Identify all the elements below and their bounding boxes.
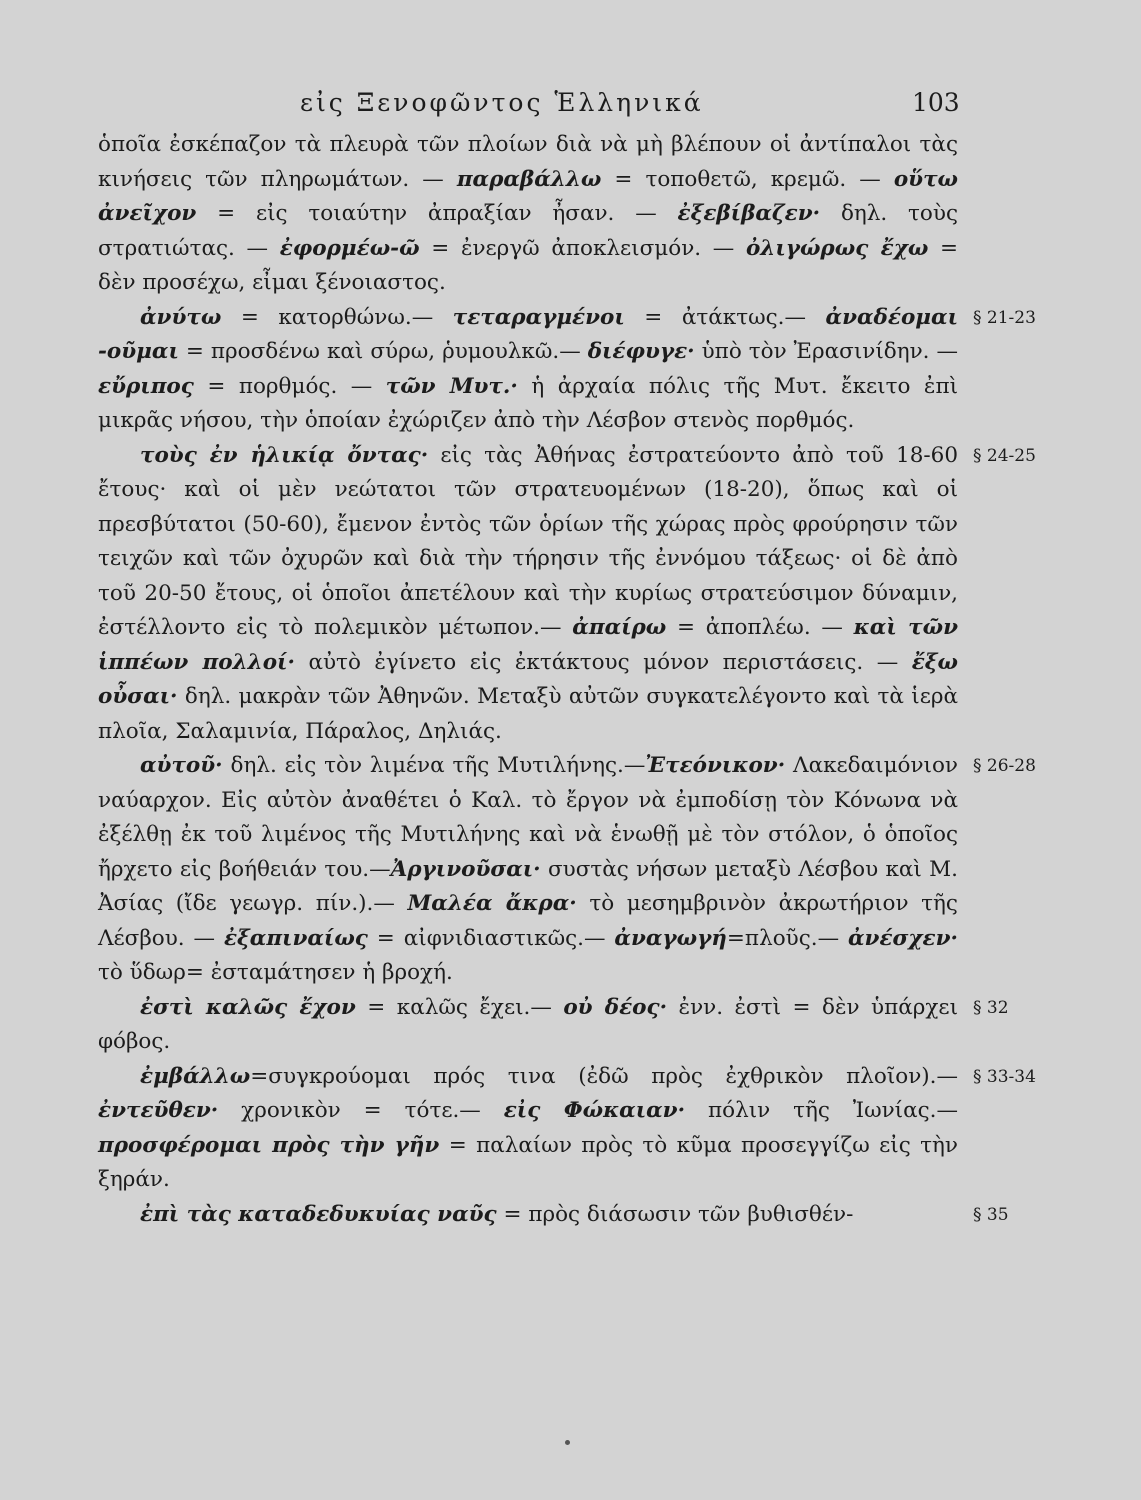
gloss-text: ἡ ἀρχαία πόλις τῆς Μυτ. ἔκειτο ἐπὶ μικρᾶς νήσου, τὴν ὁποίαν ἐχώριζεν ἀπὸ τὴν Λέσβον στενὸς πορθμός. (98, 373, 959, 433)
commentary-text (98, 128, 1036, 1232)
lemma-term: ἀνύτω (140, 304, 222, 330)
lemma-term: τῶν Μυτ.· (385, 373, 518, 399)
section-reference: § 26-28 (973, 756, 1036, 776)
lemma-term: ἀναγωγή (614, 925, 727, 951)
commentary-paragraph (98, 991, 1009, 1060)
lemma-term: ἐφορμέω-ῶ (279, 235, 420, 261)
gloss-text: Λακεδαιμόνιον ναύαρχον. Εἰς αὐτὸν ἀναθέτει ὁ Καλ. τὸ ἔργον νὰ ἐμποδίσῃ τὸν Κόνωνα νὰ ἐξέλθῃ ἐκ τοῦ λιμένος τῆς Μυτιλήνης καὶ νὰ ἑνωθῇ μὲ τὸν στόλον, ὁ ὁποῖος ἤρχετο εἰς βοήθειάν του.— (98, 753, 958, 882)
lemma-term: ἀναδέομαι -οῦμαι (98, 304, 958, 364)
lemma-term: εἰς Φώκαιαν· (503, 1098, 686, 1123)
gloss-text: = τοποθετῶ, κρεμῶ. — (601, 166, 894, 192)
commentary-paragraph (98, 1060, 1036, 1198)
gloss-text: δηλ. μακρὰν τῶν Ἀθηνῶν. Μεταξὺ αὐτῶν συγκατελέγοντο καὶ τὰ ἱερὰ πλοῖα, Σαλαμινία, Πάραλος, Δηλιάς. (98, 684, 958, 744)
gloss-text: δηλ. εἰς τὸν λιμένα τῆς Μυτιλήνης.— (222, 753, 646, 778)
lemma-term: αὐτοῦ· (140, 753, 223, 778)
lemma-term: Ἐτεόνικον· (645, 753, 786, 778)
lemma-term: οὐ δέος· (563, 994, 668, 1020)
lemma-term: ἀπαίρω (572, 615, 667, 640)
gloss-text: συστὰς νήσων μεταξὺ Λέσβου καὶ Μ. Ἀσίας (ἴδε γεωγρ. πίν.).— (98, 856, 958, 916)
gloss-text: δηλ. τοὺς στρατιώτας. — (98, 201, 958, 261)
commentary-paragraph (98, 439, 1036, 750)
lemma-term: τοὺς ἐν ἡλικίᾳ ὄντας· (140, 442, 429, 468)
gloss-text: πόλιν τῆς Ἰωνίας.— (685, 1098, 958, 1123)
lemma-term: ἐξαπιναίως (223, 925, 368, 951)
lemma-term: οὕτω ἀνεῖχον (98, 166, 959, 226)
commentary-paragraph (98, 301, 1036, 439)
commentary-paragraph (98, 749, 1036, 991)
section-reference: § 32 (973, 997, 1009, 1018)
lemma-term: Μαλέα ἄκρα· (407, 891, 577, 916)
gloss-text: χρονικὸν = τότε.— (218, 1098, 504, 1123)
gloss-text: = ἐνεργῶ ἀποκλεισμόν. — (419, 235, 746, 261)
lemma-term: ὀλιγώρως ἔχω (745, 235, 929, 261)
gloss-text: = δὲν προσέχω, εἶμαι ξένοιαστος. (98, 235, 958, 295)
gloss-text: = καλῶς ἔχει.— (355, 994, 564, 1020)
gloss-text: ἐνν. ἐστὶ = δὲν ὑπάρχει φόβος. (98, 994, 958, 1054)
lemma-term: τεταραγμένοι (452, 304, 625, 330)
gloss-text: εἰς τὰς Ἀθήνας ἐστρατεύοντο ἀπὸ τοῦ 18-60 ἔτους· καὶ οἱ μὲν νεώτατοι τῶν στρατευομένων (18-20), ὅπως καὶ οἱ πρεσβύτατοι (50-60), ἔμενον ἐντὸς τῶν ὁρίων τῆς χώρας πρὸς φρούρησιν τῶν τειχῶν καὶ τῶν ὀχυρῶν καὶ διὰ τὴν τήρησιν τῆς ἐννόμου τάξεως· οἱ δὲ ἀπὸ τοῦ 20-50 ἔτους, οἱ ὁποῖοι ἀπετέλουν καὶ τὴν κυρίως στρατεύσιμον δύναμιν, ἐστέλλοντο εἰς τὸ πολεμικὸν μέτωπον.— (98, 442, 958, 640)
section-reference: § 35 (973, 1204, 1009, 1225)
gloss-text: = πρὸς διάσωσιν τῶν βυθισθέν- (496, 1201, 854, 1227)
gloss-text: = εἰς τοιαύτην ἀπραξίαν ἦσαν. — (196, 201, 678, 226)
lemma-term: διέφυγε· (587, 339, 695, 364)
running-header: εἰς Ξενοφῶντος Ἑλληνικά (300, 88, 704, 117)
commentary-paragraph (98, 128, 958, 301)
gloss-text: = προσδένω καὶ σύρω, ῥυμουλκῶ.— (178, 339, 588, 364)
section-reference: § 24-25 (973, 445, 1036, 466)
lemma-term: ἐντεῦθεν· (98, 1098, 219, 1123)
gloss-text: = πορθμός. — (193, 373, 386, 399)
lemma-term: προσφέρομαι πρὸς τὴν γῆν (98, 1132, 440, 1158)
lemma-term: ἀνέσχεν· (848, 925, 959, 951)
lemma-term: Ἀργινοῦσαι· (390, 856, 541, 882)
gloss-text: =συγκρούομαι πρός τινα (ἐδῶ πρὸς ἐχθρικὸν πλοῖον).— (250, 1063, 958, 1089)
page-number: 103 (912, 88, 960, 117)
lemma-term: ἐξεβίβαζεν· (677, 201, 821, 226)
section-reference: § 21-23 (973, 307, 1036, 328)
page-speck (565, 1440, 570, 1445)
lemma-term: ἔξω οὖσαι· (98, 649, 958, 709)
lemma-term: ἐμβάλλω (140, 1063, 251, 1089)
commentary-paragraph (98, 1198, 1009, 1233)
gloss-text: τὸ μεσημβρινὸν ἀκρωτήριον τῆς Λέσβου. — (98, 891, 958, 951)
lemma-term: καὶ τῶν ἱππέων πολλοί· (98, 615, 958, 675)
gloss-text: = αἰφνιδιαστικῶς.— (367, 925, 615, 951)
gloss-text: = παλαίων πρὸς τὸ κῦμα προσεγγίζω εἰς τὴν ξηράν. (98, 1132, 958, 1192)
gloss-text: τὸ ὕδωρ= ἐσταμάτησεν ἡ βροχή. (98, 960, 453, 985)
gloss-text: αὐτὸ ἐγίνετο εἰς ἐκτάκτους μόνον περιστάσεις. — (294, 649, 912, 675)
lemma-term: παραβάλλω (456, 166, 602, 192)
gloss-text: = ἀποπλέω. — (666, 615, 854, 640)
gloss-text: ὑπὸ τὸν Ἐρασινίδην. — (694, 339, 958, 364)
lemma-term: ἐπὶ τὰς καταδεδυκυίας ναῦς (140, 1201, 497, 1227)
lemma-term: εὔριπος (98, 373, 194, 399)
gloss-text: = ἀτάκτως.— (624, 304, 826, 330)
gloss-text: =πλοῦς.— (726, 925, 849, 951)
section-reference: § 33-34 (973, 1066, 1036, 1087)
lemma-term: ἐστὶ καλῶς ἔχον (140, 994, 356, 1020)
gloss-text: = κατορθώνω.— (221, 304, 453, 330)
gloss-text: ὁποῖα ἐσκέπαζον τὰ πλευρὰ τῶν πλοίων διὰ νὰ μὴ βλέπουν οἱ ἀντίπαλοι τὰς κινήσεις τῶν πληρωμάτων. — (98, 132, 958, 192)
